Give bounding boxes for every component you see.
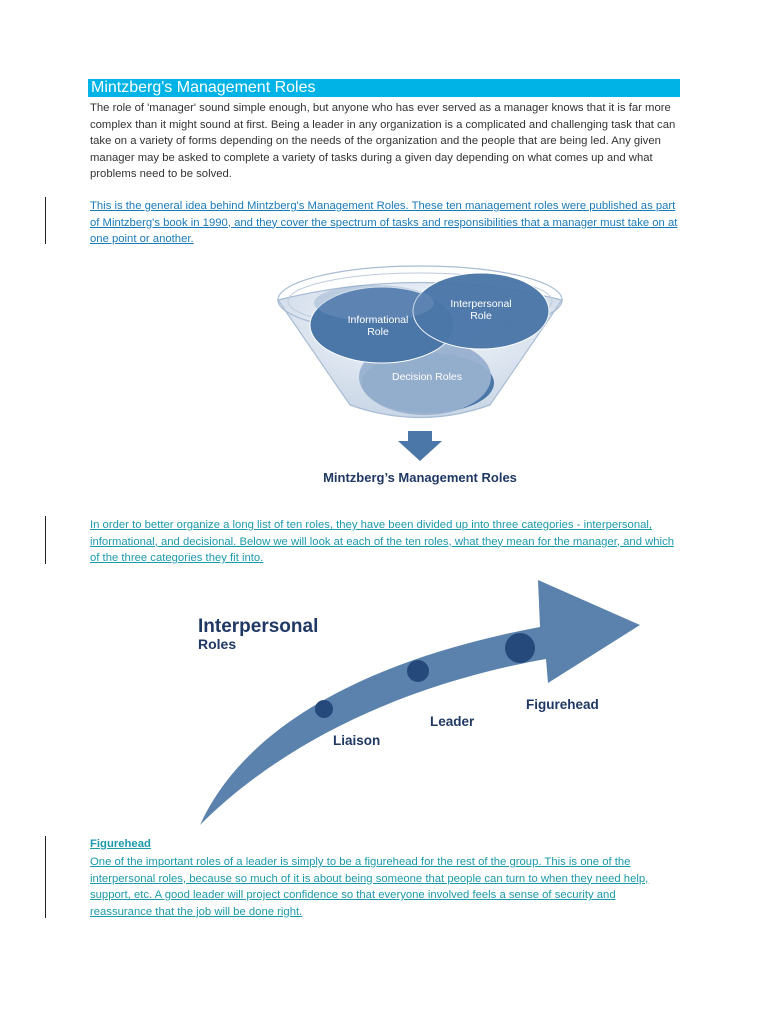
down-arrow-icon	[398, 431, 442, 461]
interpersonal-label-1: Interpersonal	[450, 298, 512, 310]
figurehead-label: Figurehead	[526, 697, 599, 712]
figurehead-paragraph[interactable]: One of the important roles of a leader is simply to be a figurehead for the rest of the group. This is one of the interpersonal roles, because so much of it is about being someone that people can turn to when they need help, support, etc. A good leader will project confidence so that everyone involved feels a sense of security and reassurance that the job will be done right.	[90, 856, 649, 918]
margin-change-bar-2	[45, 516, 46, 564]
title-bar	[88, 79, 680, 97]
liaison-label: Liaison	[333, 733, 381, 748]
margin-change-bar	[45, 197, 46, 244]
interpersonal-label-2: Role	[470, 310, 492, 322]
informational-label-2: Role	[367, 326, 389, 338]
margin-change-bar-3	[45, 836, 46, 918]
figurehead-dot	[505, 633, 535, 663]
page-title: Mintzberg's Management Roles	[91, 79, 316, 96]
funnel-caption: Mintzberg’s Management Roles	[323, 470, 517, 485]
liaison-dot	[315, 700, 333, 718]
arrow-title-2: Roles	[198, 636, 237, 652]
funnel-diagram	[270, 255, 570, 490]
interpersonal-arrow-diagram	[190, 575, 650, 830]
leader-label: Leader	[430, 714, 475, 729]
intro-paragraph: The role of 'manager' sound simple enough, but anyone who has ever served as a manager knows that it is far more complex than it might sound at first. Being a leader in any organization is a complicated and challenging task that can take on a variety of forms depending on the needs of the organization and the people that are being led. Any given manager may be asked to complete a variety of tasks during a given day depending on what comes up and what problems need to be solved.	[90, 102, 676, 180]
categories-paragraph[interactable]: In order to better organize a long list of ten roles, they have been divided up into three categories - interpersonal, informational, and decisional. Below we will look at each of the ten roles, what they mean for the manager, and which of the three categories they fit into.	[90, 519, 675, 564]
figurehead-heading[interactable]: Figurehead	[90, 838, 151, 850]
informational-label-1: Informational	[347, 314, 409, 326]
link-paragraph[interactable]: This is the general idea behind Mintzberg's Management Roles. These ten management roles were published as part of Mintzberg's book in 1990, and they cover the spectrum of tasks and responsibilities that a manager must take on at one point or another.	[90, 200, 678, 245]
decision-label: Decision Roles	[391, 371, 463, 383]
arrow-title-1: Interpersonal	[198, 616, 319, 637]
leader-dot	[407, 660, 429, 682]
